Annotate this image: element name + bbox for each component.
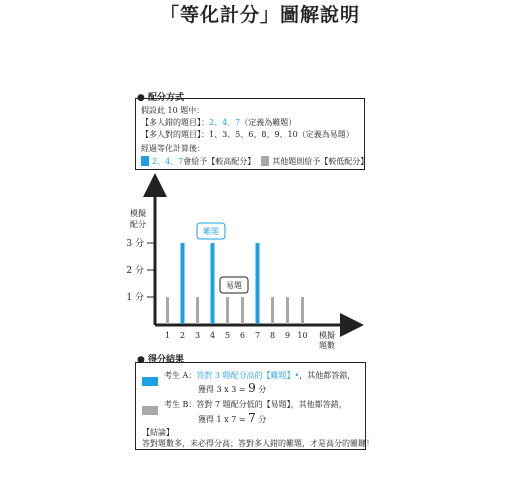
bar-q4 — [211, 243, 215, 324]
bar-q10 — [301, 297, 304, 324]
bar-q3 — [196, 297, 199, 324]
bar-q9 — [286, 297, 289, 324]
y-tick-label: 3 分 — [126, 239, 144, 249]
allocation-right-line: 【多人對的題目】：1、3、5、6、8、9、10（定義為易題） — [141, 130, 354, 139]
student-b-swatch — [142, 400, 158, 419]
allocation-heading: ● 配分方式 — [137, 93, 185, 103]
allocation-intro: 假設此 10 題中： — [141, 106, 205, 115]
y-label-line: 模擬 — [130, 209, 146, 218]
y-tick-label: 1 分 — [126, 293, 144, 303]
annotation-label: 難題 — [203, 227, 219, 236]
x-tick-label: 9 — [284, 331, 291, 340]
conclusion-text: 答對題數多，未必得分高；答對多人錯的難題，才是高分的關鍵！ — [142, 439, 374, 448]
x-tick-label: 7 — [254, 331, 261, 340]
bar-q1 — [166, 297, 169, 324]
x-tick-label: 2 — [179, 331, 186, 340]
x-tick-label: 5 — [224, 331, 231, 340]
annotation-label: 易題 — [226, 281, 242, 290]
x-tick-label: 10 — [297, 331, 308, 340]
conclusion-heading: 【結論】 — [142, 428, 174, 437]
y-tick-label: 2 分 — [126, 266, 144, 276]
bar-q8 — [271, 297, 274, 324]
bar-q5 — [226, 297, 229, 324]
bar-q7 — [256, 243, 260, 324]
x-tick-label: 1 — [164, 331, 171, 340]
results-box — [135, 362, 374, 450]
x-tick-label: 8 — [269, 331, 276, 340]
allocation-legend: 2、4、7會給予【較高配分】 其他題則給予【較低配分】 — [141, 156, 368, 167]
results-heading: ● 得分結果 — [137, 355, 185, 365]
x-label-line: 模擬 — [319, 331, 335, 340]
x-label-line: 題數 — [319, 341, 335, 350]
student-b-line: 考生 B：答對 7 題配分低的【易題】，其他都答錯， — [164, 400, 347, 409]
page-title: 「等化計分」圖解說明 — [159, 4, 360, 26]
x-axis-label — [319, 330, 335, 350]
y-axis-label — [130, 208, 146, 229]
allocation-calc-line: 經過等化計算後： — [141, 144, 205, 153]
x-tick-label: 6 — [239, 331, 246, 340]
y-label-line: 配分 — [130, 220, 146, 229]
bar-q6 — [241, 297, 244, 324]
x-tick-label: 3 — [194, 331, 201, 340]
student-a-line: 考生 A：答對 3 題配分高的【難題】•，其他都答錯， — [164, 371, 356, 380]
allocation-wrong-line: 【多人錯的題目】：2、4、7（定義為難題） — [141, 118, 297, 127]
student-b-score: 獲得 1 x 7 = 7 分 — [198, 411, 267, 425]
student-a-score: 獲得 3 x 3 = 9 分 — [198, 381, 267, 395]
bar-q2 — [181, 243, 185, 324]
x-tick-label: 4 — [209, 331, 216, 340]
student-a-swatch — [142, 371, 158, 390]
